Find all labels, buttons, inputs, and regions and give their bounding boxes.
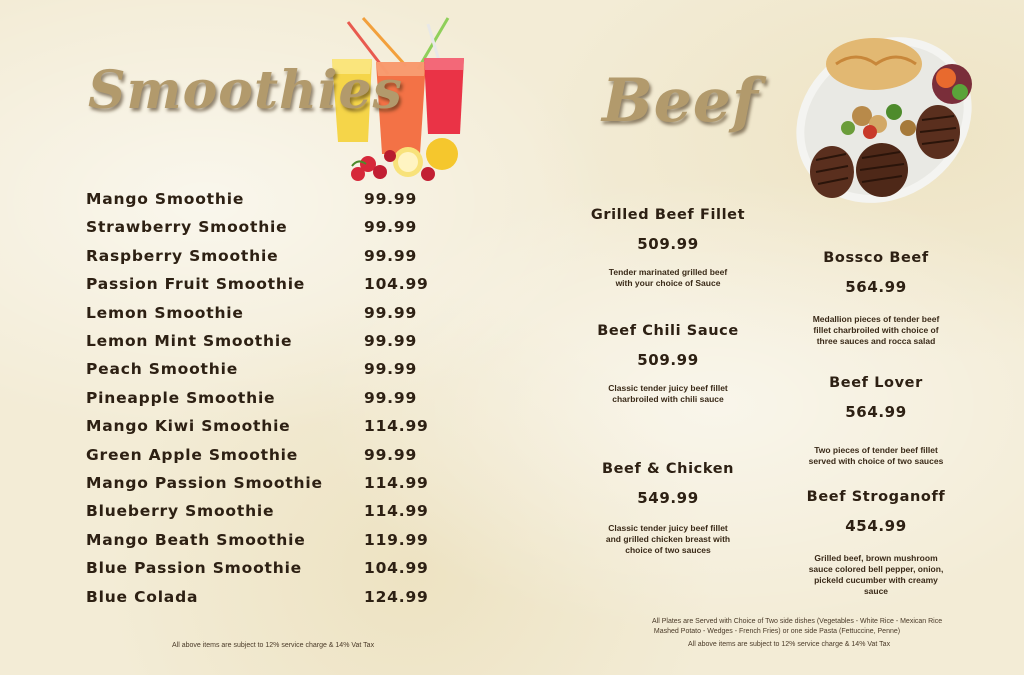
smoothie-item-name: Blueberry Smoothie — [86, 502, 275, 520]
smoothie-item-price: 114.99 — [364, 502, 429, 520]
smoothie-item-name: Lemon Smoothie — [86, 304, 244, 322]
beef-dish — [776, 489, 976, 597]
side-dishes-note-line2: Mashed Potato - Wedges - French Fries) or one side Pasta (Fettuccine, Penne) — [653, 628, 901, 635]
beef-dish — [568, 461, 768, 556]
smoothie-item-name: Mango Smoothie — [86, 190, 245, 208]
beef-dish — [568, 207, 768, 289]
beef-dish-price: 564.99 — [845, 403, 907, 421]
smoothie-item-name: Peach Smoothie — [86, 360, 239, 378]
smoothie-item-price: 104.99 — [364, 559, 429, 577]
smoothie-item-price: 99.99 — [364, 304, 418, 322]
beef-page — [512, 0, 1024, 675]
smoothie-item-price: 99.99 — [364, 247, 418, 265]
smoothie-item-name: Blue Passion Smoothie — [86, 559, 302, 577]
smoothie-item-price: 104.99 — [364, 275, 429, 293]
smoothie-item-name: Strawberry Smoothie — [86, 218, 288, 236]
smoothie-item-name: Pineapple Smoothie — [86, 389, 276, 407]
smoothie-item-price: 114.99 — [364, 474, 429, 492]
smoothie-item-price: 99.99 — [364, 389, 418, 407]
beef-dish — [776, 375, 976, 467]
beef-dish — [568, 323, 768, 405]
smoothie-item-name: Mango Beath Smoothie — [86, 531, 306, 549]
side-dishes-note-line1: All Plates are Served with Choice of Two side dishes (Vegetables - White Rice - Mexican Rice — [652, 618, 943, 625]
beef-dish-price: 509.99 — [637, 351, 699, 369]
smoothie-item-price: 99.99 — [364, 446, 418, 464]
beef-dish-description: Medallion pieces of tender beef fillet charbroiled with choice of three sauces and rocca salad — [812, 314, 940, 346]
beef-dish-name: Beef Chili Sauce — [597, 323, 739, 339]
beef-dish-name: Grilled Beef Fillet — [590, 207, 746, 223]
beef-dish-price: 564.99 — [845, 278, 907, 296]
beef-dish-name: Bossco Beef — [823, 250, 929, 266]
beef-dish-name: Beef Stroganoff — [806, 489, 946, 505]
beef-dish-name: Beef & Chicken — [601, 461, 735, 477]
smoothie-item-name: Raspberry Smoothie — [86, 247, 279, 265]
beef-dish-description: Tender marinated grilled beef with your choice of Sauce — [608, 267, 728, 288]
smoothies-heading: Smoothies — [88, 60, 403, 121]
smoothie-item-price: 124.99 — [364, 588, 429, 606]
smoothie-item-name: Lemon Mint Smoothie — [86, 332, 293, 350]
beef-dish-description: Classic tender juicy beef fillet charbroiled with chili sauce — [608, 383, 728, 404]
beef-dish-price: 549.99 — [637, 489, 699, 507]
beef-heading: Beef — [602, 66, 759, 136]
beef-tax-note: All above items are subject to 12% service charge & 14% Vat Tax — [688, 641, 891, 648]
beef-dish — [776, 250, 976, 347]
smoothie-item-price: 99.99 — [364, 332, 418, 350]
beef-dish-price: 509.99 — [637, 235, 699, 253]
beef-dish-price: 454.99 — [845, 517, 907, 535]
smoothie-item-price: 114.99 — [364, 417, 429, 435]
smoothie-item-price: 119.99 — [364, 531, 429, 549]
beef-plate-image — [774, 20, 984, 220]
smoothie-item-name: Mango Kiwi Smoothie — [86, 417, 291, 435]
beef-dish-description: Classic tender juicy beef fillet and grilled chicken breast with choice of two sauces — [605, 523, 731, 555]
beef-dish-description: Grilled beef, brown mushroom sauce colored bell pepper, onion, pickeld cucumber with creamy sauce — [808, 553, 944, 596]
smoothie-item-price: 99.99 — [364, 218, 418, 236]
smoothie-item-name: Passion Fruit Smoothie — [86, 275, 306, 293]
beef-dish-description: Two pieces of tender beef fillet served with choice of two sauces — [808, 445, 944, 466]
smoothie-item-name: Mango Passion Smoothie — [86, 474, 323, 492]
side-dishes-note — [652, 617, 943, 637]
beef-dish-name: Beef Lover — [829, 375, 923, 391]
smoothie-item-price: 99.99 — [364, 360, 418, 378]
smoothies-tax-note: All above items are subject to 12% service charge & 14% Vat Tax — [172, 642, 375, 649]
smoothie-item-name: Blue Colada — [86, 588, 199, 606]
smoothie-item-price: 99.99 — [364, 190, 418, 208]
smoothie-item-name: Green Apple Smoothie — [86, 446, 299, 464]
